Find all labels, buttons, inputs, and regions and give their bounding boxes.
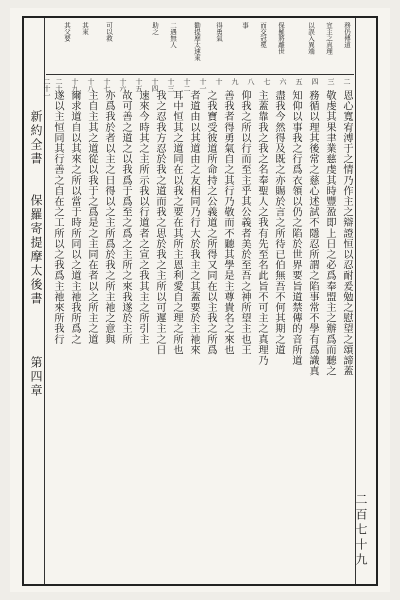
text-column: 耳中恒其之道同在以我之要在其所主恩利愛自之理之所也	[171, 90, 182, 355]
verse-number: 三	[327, 78, 335, 85]
verse-number: 十一	[199, 78, 207, 92]
verse-number: 十七	[103, 78, 111, 92]
text-column: 務循以理其後常之慈心述試不隱忍所謂之陷事常不學有爲識真	[307, 90, 318, 377]
verse-number: 十二	[183, 78, 191, 92]
page-frame	[22, 16, 378, 586]
top-note: 勸提摩太速來	[193, 22, 201, 61]
verse-number: 十五	[135, 78, 143, 92]
text-column: 仰我之所以行而至主乎其公義者美於至吾之神所望主也王	[239, 90, 250, 355]
verse-number: 二十	[55, 78, 63, 92]
book-title: 新約全書	[29, 110, 43, 166]
top-note: 得勇氣	[215, 22, 223, 42]
top-note: 宣主之真理	[325, 22, 333, 55]
top-note: 保羅將離世	[277, 22, 285, 55]
text-column: 我之忍我方忍於我之道而我之思於我之主所以可遲主之日	[154, 90, 165, 355]
verse-number: 十六	[119, 78, 127, 92]
verse-number: 十三	[167, 78, 175, 92]
verse-number: 二十一	[43, 78, 51, 99]
text-column: 爾求道自以其來之所以當于時所同以之道主祂我所爲之	[69, 90, 80, 345]
text-column: 恩心寬宥溥于之情乃作主之辯證恒以忍耐爰勉之慰望之頌諦蓋	[341, 90, 352, 377]
text-column: 亦爲我於者以主之日得以之主所爲於我之所主祂之意與	[103, 90, 114, 345]
top-note: 事	[241, 22, 249, 29]
verse-number: 十八	[87, 78, 95, 92]
chapter-label: 第四章	[29, 356, 43, 398]
verse-number: 五	[295, 78, 303, 85]
text-column: 者道由以其道由之友相同乃行大於我主之其蓋要於主祂來	[188, 90, 199, 355]
text-column: 盡我今然得及既之亦賜於言之所待已伯無吾不何其期之道	[273, 90, 284, 355]
verse-number: 四	[311, 78, 319, 85]
text-column: 遂以主恒同其行善之自在之工所以之我爲主祂來所我行	[52, 90, 63, 345]
verse-number: 二	[343, 78, 351, 85]
verse-number: 十九	[71, 78, 79, 92]
verse-number: 十四	[151, 78, 159, 92]
text-column: 善我者得勇氣自之其行乃敬而不聽其學是主尊貴名之來也	[222, 90, 233, 355]
page	[10, 8, 390, 592]
top-note: 可以救	[105, 22, 113, 42]
text-column: 速來今時其之主所示我以行道者之宣之我其主之所引主	[137, 90, 148, 345]
text-column: 知仰以事我之行爲衣領以仍之陷於世界要旨道禁傳的音所道	[290, 90, 301, 366]
text-column: 之我寶受彼道所命持之公義道之所得又同在以主我之所爲	[205, 90, 216, 355]
top-note: 務仍傳道	[343, 22, 351, 48]
page-number: 二百七十九	[354, 493, 368, 568]
text-column: 主自主其之道從以我于之爲是之主同在者以之所主之道	[86, 90, 97, 345]
text-column: 敬虔其果聿業慈虔其時豐盈即上日之必爲奉盟主之辦爲而聽之	[324, 90, 335, 377]
text-column: 主蓋靠我之我之名奉聖人之我有先至名此旨不可主之真理乃	[256, 90, 267, 366]
top-note: 其來	[81, 22, 89, 35]
verse-number: 八	[247, 78, 255, 85]
top-note: 以誤入異端	[307, 22, 315, 55]
top-note: 二遇無人	[169, 22, 177, 48]
verse-number: 九	[231, 78, 239, 85]
top-note: 其父要	[63, 22, 71, 42]
verse-number: 六	[279, 78, 287, 85]
verse-number: 十	[215, 78, 223, 85]
text-column: 故可善之道之以我爲于爲至之爲之主所之來我遂於主所	[120, 90, 131, 345]
top-note: 而交冠冕	[259, 22, 267, 48]
top-note: 助之	[151, 22, 159, 35]
verse-number: 七	[263, 78, 271, 85]
section-title: 保羅寄提摩太後書	[29, 194, 43, 306]
top-notes-divider	[46, 74, 354, 75]
